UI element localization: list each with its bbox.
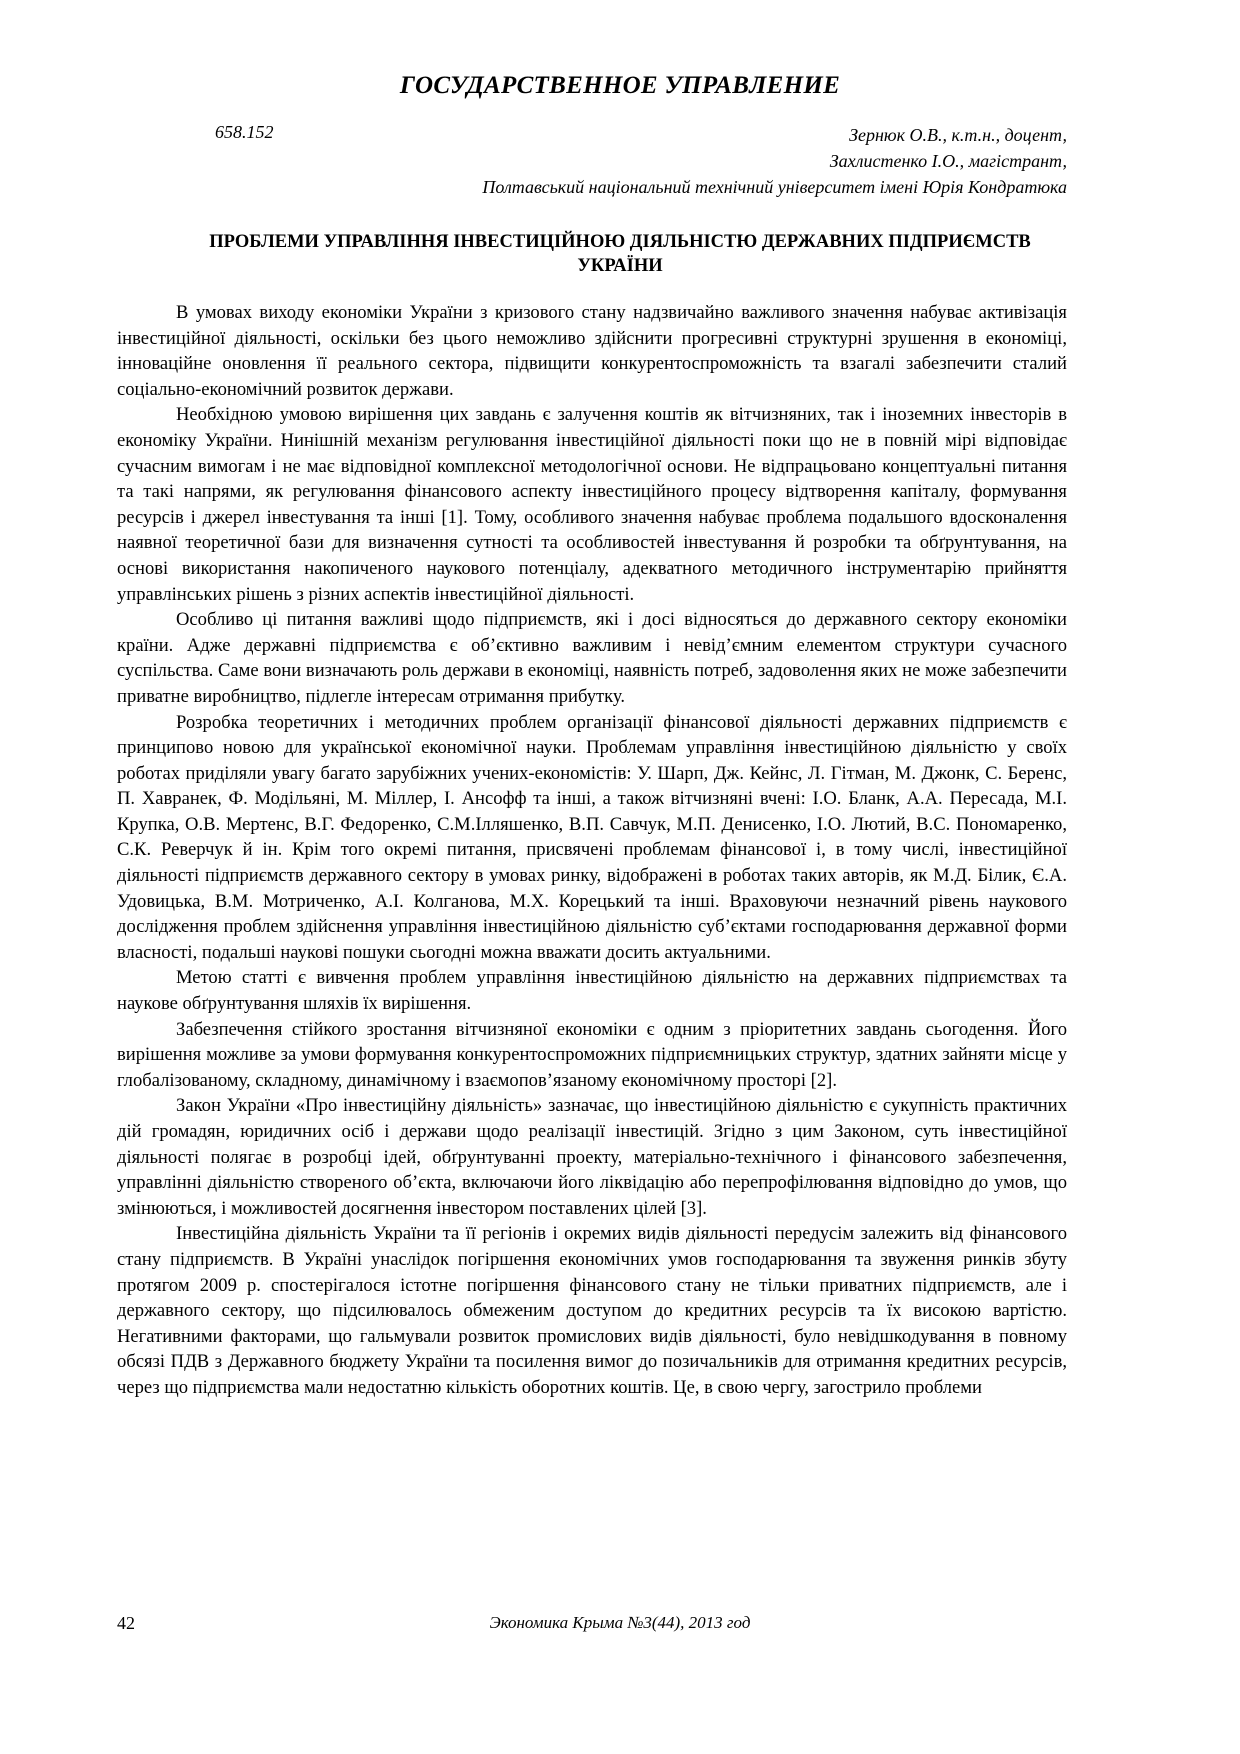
journal-footer: Экономика Крыма №3(44), 2013 год (489, 1613, 751, 1632)
udc-code: 658.152 (215, 122, 274, 142)
paragraph: Забезпечення стійкого зростання вітчизняної економіки є одним з пріоритетних завдань сьогодення. Його вирішення можливе за умови формування конкурентоспроможних підприємницьких структур, здатних зайняти місце у глобалізованому, складному, динамічному і взаємопов’язаному економічному просторі [2]. (117, 1018, 1067, 1091)
paragraph: Необхідною умовою вирішення цих завдань є залучення коштів як вітчизняних, так і іноземних інвесторів в економіку України. Нинішній механізм регулювання інвестиційної діяльності поки що не в повній мірі відповідає сучасним вимогам і не має відповідної комплексної методологічної основи. Не відпрацьовано концептуальні питання та такі напрями, як регулювання фінансового аспекту інвестиційного процесу відтворення капіталу, формування ресурсів і джерел інвестування та інші [1]. Тому, особливого значення набуває проблема подальшого вдосконалення наявної теоретичної бази для визначення сутності та особливостей інвестування й розробки та обґрунтування, на основі використання накопиченого наукового потенціалу, адекватного методичного інструментарію прийняття управлінських рішень з різних аспектів інвестиційної діяльності. (117, 404, 1067, 605)
article-body (117, 300, 1067, 1401)
paragraph: Закон України «Про інвестиційну діяльність» зазначає, що інвестиційною діяльністю є сукупність практичних дій громадян, юридичних осіб і держави щодо реалізації інвестицій. Згідно з цим Законом, суть інвестиційної діяльності полягає в розробці ідей, обґрунтуванні проекту, матеріально-технічного і фінансового забезпечення, управлінні діяльністю створеного об’єкта, включаючи його ліквідацію або перепрофілювання відповідно до умов, що змінюються, і можливостей досягнення інвестором поставлених цілей [3]. (117, 1095, 1067, 1219)
author-line-1: Зернюк О.В., к.т.н., доцент, (849, 125, 1067, 145)
paragraph: Розробка теоретичних і методичних проблем організації фінансової діяльності державних підприємств є принципово новою для української економічної науки. Проблемам управління інвестиційною діяльністю у своїх роботах приділяли увагу багато зарубіжних учених-економістів: У. Шарп, Дж. Кейнс, Л. Гітман, М. Джонк, С. Беренс, П. Хавранек, Ф. Модільяні, М. Міллер, І. Ансофф та інші, а також вітчизняні вчені: І.О. Бланк, А.А. Пересада, М.І. Крупка, О.В. Мертенс, В.Г. Федоренко, С.М.Ілляшенко, В.П. Савчук, М.П. Денисенко, І.О. Лютий, В.С. Пономаренко, С.К. Реверчук й ін. Крім того окремі питання, присвячені проблемам фінансової і, в тому числі, інвестиційної діяльності підприємств державного сектору в умовах ринку, відображені в роботах таких авторів, як М.Д. Білик, Є.А. Удовицька, В.М. Мотриченко, А.І. Колганова, М.Х. Корецький та інші. Враховуючи незначний рівень наукового дослідження проблем здійснення управління інвестиційною діяльністю суб’єктами господарювання державної форми власності, подальші наукові пошуки сьогодні можна вважати досить актуальними. (117, 711, 1067, 963)
paragraph: Метою статті є вивчення проблем управління інвестиційною діяльністю на державних підприємствах та наукове обґрунтування шляхів їх вирішення. (117, 967, 1067, 1015)
paragraph: В умовах виходу економіки України з кризового стану надзвичайно важливого значення набуває активізація інвестиційної діяльності, оскільки без цього неможливо здійснити прогресивні структурні зрушення в економіці, інноваційне оновлення її реального сектора, підвищити конкурентоспроможність та взагалі забезпечити сталий соціально-економічний розвиток держави. (117, 302, 1067, 400)
page-number: 42 (117, 1613, 135, 1633)
paragraph: Особливо ці питання важливі щодо підприємств, які і досі відносяться до державного сектору економіки країни. Адже державні підприємства є об’єктивно важливим і невід’ємним елементом структури сучасного суспільства. Саме вони визначають роль держави в економіці, наявність потреб, задоволення яких не може забезпечити приватне виробництво, підлегле інтересам отримання прибутку. (117, 609, 1067, 707)
section-header: ГОСУДАРСТВЕННОЕ УПРАВЛЕНИЕ (399, 72, 841, 99)
article-title: ПРОБЛЕМИ УПРАВЛІННЯ ІНВЕСТИЦІЙНОЮ ДІЯЛЬНІСТЮ ДЕРЖАВНИХ ПІДПРИЄМСТВ УКРАЇНИ (209, 232, 1031, 276)
author-block (482, 122, 1067, 200)
paragraph: Інвестиційна діяльність України та її регіонів і окремих видів діяльності передусім залежить від фінансового стану підприємств. В Україні унаслідок погіршення економічних умов господарювання та звуження ринків збуту протягом 2009 р. спостерігалося істотне погіршення фінансового стану не тільки приватних підприємств, але і державного сектору, що підсилювалось обмеженим доступом до кредитних ресурсів та їх високою вартістю. Негативними факторами, що гальмували розвиток промислових видів діяльності, було невідшкодування в повному обсязі ПДВ з Державного бюджету України та посилення вимог до позичальників для отримання кредитних ресурсів, через що підприємства мали недостатню кількість оборотних коштів. Це, в свою чергу, загострило проблеми (117, 1223, 1067, 1398)
author-line-2: Захлистенко І.О., магістрант, (829, 151, 1067, 171)
affiliation: Полтавський національний технічний університет імені Юрія Кондратюка (482, 177, 1067, 197)
